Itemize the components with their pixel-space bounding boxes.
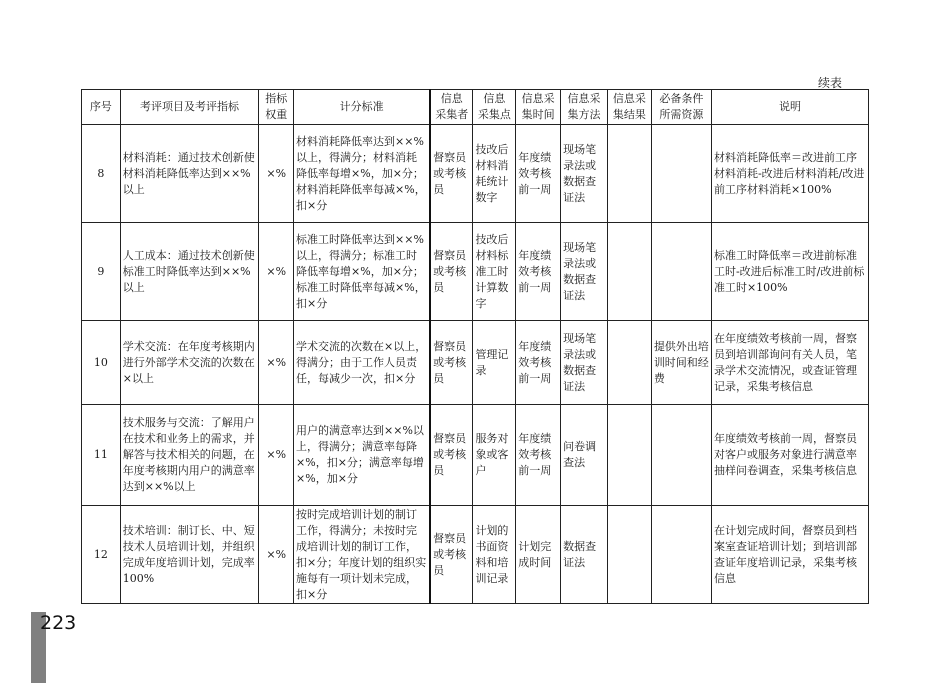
point-cell: 技改后材料标准工时计算数字 [473, 223, 516, 321]
collector-cell: 督察员或考核员 [430, 125, 473, 223]
collector-cell: 督察员或考核员 [430, 223, 473, 321]
header-cell: 信息采 集方法 [561, 90, 608, 125]
time-cell: 年度绩效考核前一周 [516, 321, 561, 405]
resources-cell [651, 223, 711, 321]
note-cell: 年度绩效考核前一周，督察员对客户或服务对象进行满意率抽样问卷调查，采集考核信息 [711, 405, 868, 506]
time-cell: 年度绩效考核前一周 [516, 223, 561, 321]
note-cell: 在年度绩效考核前一周，督察员到培训部询问有关人员，笔录学术交流情况，或查证管理记录，采集考核信息 [711, 321, 868, 405]
time-cell: 年度绩效考核前一周 [516, 125, 561, 223]
note-cell: 材料消耗降低率＝改进前工序材料消耗-改进后材料消耗/改进前工序材料消耗×100% [711, 125, 868, 223]
result-cell [607, 125, 651, 223]
header-cell: 信息采 集结果 [607, 90, 651, 125]
collector-cell: 督察员或考核员 [430, 506, 473, 604]
point-cell: 服务对象或客户 [473, 405, 516, 506]
row-number: 8 [82, 125, 121, 223]
point-cell: 技改后材料消耗统计数字 [473, 125, 516, 223]
header-cell: 考评项目及考评指标 [120, 90, 259, 125]
header-cell: 说明 [711, 90, 868, 125]
note-cell: 标准工时降低率＝改进前标准工时-改进后标准工时/改进前标准工时×100% [711, 223, 868, 321]
table-row [82, 506, 869, 604]
resources-cell [651, 125, 711, 223]
weight-cell: ×% [259, 405, 294, 506]
item-cell: 学术交流：在年度考核期内进行外部学术交流的次数在×以上 [120, 321, 259, 405]
method-cell: 现场笔录法或数据查证法 [561, 125, 608, 223]
weight-cell: ×% [259, 321, 294, 405]
item-cell: 材料消耗：通过技术创新使材料消耗降低率达到××%以上 [120, 125, 259, 223]
header-cell: 序号 [82, 90, 121, 125]
result-cell [607, 321, 651, 405]
scoring-cell: 按时完成培训计划的制订工作，得满分；未按时完成培训计划的制订工作，扣×分；年度计划的组织实施每有一项计划未完成，扣×分 [294, 506, 431, 604]
resources-cell: 提供外出培训时间和经费 [651, 321, 711, 405]
time-cell: 计划完成时间 [516, 506, 561, 604]
result-cell [607, 405, 651, 506]
item-cell: 技术服务与交流：了解用户在技术和业务上的需求，并解答与技术相关的问题，在年度考核期内用户的满意率达到××%以上 [120, 405, 259, 506]
header-cell: 信息采 集时间 [516, 90, 561, 125]
resources-cell [651, 506, 711, 604]
time-cell: 年度绩效考核前一周 [516, 405, 561, 506]
collector-cell: 督察员或考核员 [430, 405, 473, 506]
header-row [82, 90, 869, 125]
row-number: 10 [82, 321, 121, 405]
point-cell: 管理记录 [473, 321, 516, 405]
scoring-cell: 标准工时降低率达到××%以上，得满分；标准工时降低率每增×%，加×分；标准工时降低率每减×%，扣×分 [294, 223, 431, 321]
result-cell [607, 223, 651, 321]
method-cell: 现场笔录法或数据查证法 [561, 321, 608, 405]
scoring-cell: 材料消耗降低率达到××%以上，得满分；材料消耗降低率每增×%，加×分；材料消耗降低率每减×%，扣×分 [294, 125, 431, 223]
item-cell: 人工成本：通过技术创新使标准工时降低率达到××%以上 [120, 223, 259, 321]
table-row [82, 223, 869, 321]
row-number: 12 [82, 506, 121, 604]
item-cell: 技术培训：制订长、中、短技术人员培训计划，并组织完成年度培训计划，完成率100% [120, 506, 259, 604]
note-cell: 在计划完成时间，督察员到档案室查证培训计划；到培训部查证年度培训记录，采集考核信息 [711, 506, 868, 604]
collector-cell: 督察员或考核员 [430, 321, 473, 405]
table-row [82, 405, 869, 506]
method-cell: 数据查证法 [561, 506, 608, 604]
header-cell: 信息 采集点 [473, 90, 516, 125]
row-number: 9 [82, 223, 121, 321]
row-number: 11 [82, 405, 121, 506]
page-number: 223 [40, 612, 77, 634]
weight-cell: ×% [259, 506, 294, 604]
point-cell: 计划的书面资料和培训记录 [473, 506, 516, 604]
method-cell: 现场笔录法或数据查证法 [561, 223, 608, 321]
table-row [82, 125, 869, 223]
weight-cell: ×% [259, 125, 294, 223]
continued-label: 续表 [818, 76, 843, 90]
header-cell: 计分标准 [294, 90, 431, 125]
result-cell [607, 506, 651, 604]
weight-cell: ×% [259, 223, 294, 321]
method-cell: 问卷调查法 [561, 405, 608, 506]
header-cell: 信息 采集者 [430, 90, 473, 125]
evaluation-table [81, 89, 869, 604]
header-cell: 指标 权重 [259, 90, 294, 125]
table-row [82, 321, 869, 405]
scoring-cell: 用户的满意率达到××%以上，得满分；满意率每降×%，扣×分；满意率每增×%，加×分 [294, 405, 431, 506]
header-cell: 必备条件 所需资源 [651, 90, 711, 125]
scoring-cell: 学术交流的次数在×以上，得满分；由于工作人员责任，每减少一次，扣×分 [294, 321, 431, 405]
resources-cell [651, 405, 711, 506]
